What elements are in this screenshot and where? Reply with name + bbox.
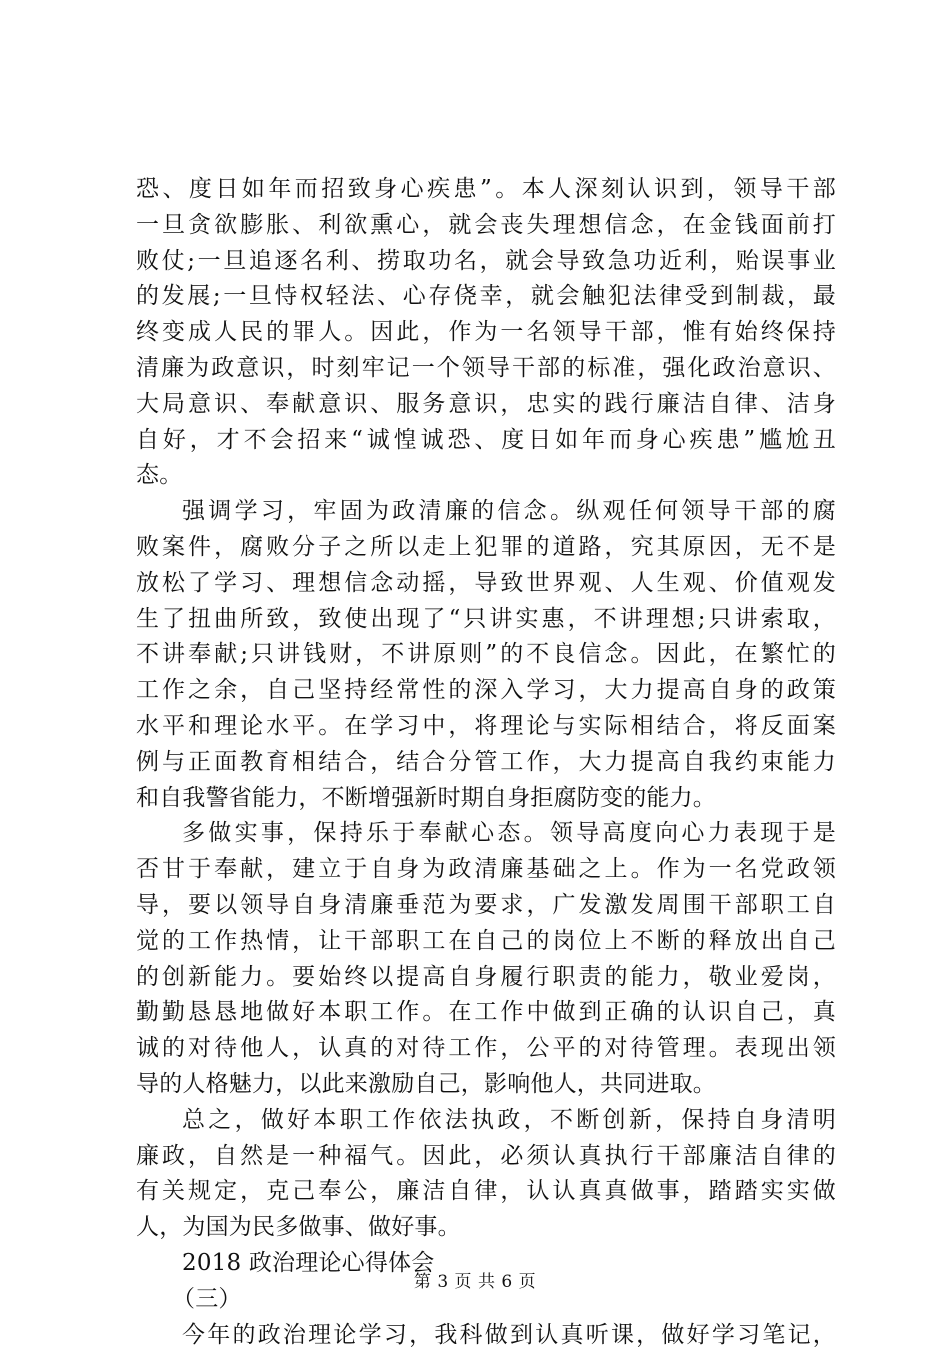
text-line: 一旦贪欲膨胀、利欲熏心，就会丧失理想信念，在金钱面前打 <box>136 208 836 244</box>
text-line: 自好，才不会招来“诚惶诚恐、度日如年而身心疾患”尴尬丑 <box>136 423 836 459</box>
text-line: 生了扭曲所致，致使出现了“只讲实惠，不讲理想;只讲索取， <box>136 602 836 638</box>
paragraph-start-line: 总之，做好本职工作依法执政，不断创新，保持自身清明 <box>136 1103 836 1139</box>
document-body <box>136 172 836 1353</box>
text-line: 的创新能力。要始终以提高自身履行职责的能力，敬业爱岗， <box>136 960 836 996</box>
text-line: 败案件，腐败分子之所以走上犯罪的道路，究其原因，无不是 <box>136 530 836 566</box>
text-line: 工作之余，自己坚持经常性的深入学习，大力提高自身的政策 <box>136 673 836 709</box>
text-line: 诚的对待他人，认真的对待工作，公平的对待管理。表现出领 <box>136 1031 836 1067</box>
section-heading: 2018 政治理论心得体会 <box>136 1246 836 1282</box>
text-line: 放松了学习、理想信念动摇，导致世界观、人生观、价值观发 <box>136 566 836 602</box>
text-line: 终变成人民的罪人。因此，作为一名领导干部，惟有始终保持 <box>136 315 836 351</box>
text-line: 的发展;一旦恃权轻法、心存侥幸，就会触犯法律受到制裁，最 <box>136 279 836 315</box>
text-line: 恐、度日如年而招致身心疾患”。本人深刻认识到，领导干部 <box>136 172 836 208</box>
text-line: 清廉为政意识，时刻牢记一个领导干部的标准，强化政治意识、 <box>136 351 836 387</box>
text-line: 否甘于奉献，建立于自身为政清廉基础之上。作为一名党政领 <box>136 852 836 888</box>
text-line: 有关规定，克己奉公，廉洁自律，认认真真做事，踏踏实实做 <box>136 1174 836 1210</box>
section-number: （三） <box>136 1282 836 1318</box>
text-line: 败仗;一旦追逐名利、捞取功名，就会导致急功近利，贻误事业 <box>136 244 836 280</box>
paragraph-start-line: 今年的政治理论学习，我科做到认真听课，做好学习笔记， <box>136 1318 836 1353</box>
text-line: 不讲奉献;只讲钱财，不讲原则”的不良信念。因此，在繁忙的 <box>136 637 836 673</box>
text-line: 导的人格魅力，以此来激励自己，影响他人，共同进取。 <box>136 1067 836 1103</box>
text-line: 觉的工作热情，让干部职工在自己的岗位上不断的释放出自己 <box>136 924 836 960</box>
text-line: 水平和理论水平。在学习中，将理论与实际相结合，将反面案 <box>136 709 836 745</box>
paragraph-start-line: 多做实事，保持乐于奉献心态。领导高度向心力表现于是 <box>136 816 836 852</box>
text-line: 廉政，自然是一种福气。因此，必须认真执行干部廉洁自律的 <box>136 1139 836 1175</box>
text-line: 和自我警省能力，不断增强新时期自身拒腐防变的能力。 <box>136 781 836 817</box>
text-line: 勤勤恳恳地做好本职工作。在工作中做到正确的认识自己，真 <box>136 995 836 1031</box>
text-line: 态。 <box>136 458 836 494</box>
text-line: 例与正面教育相结合，结合分管工作，大力提高自我约束能力 <box>136 745 836 781</box>
text-line: 人，为国为民多做事、做好事。 <box>136 1210 836 1246</box>
text-line: 导，要以领导自身清廉垂范为要求，广发激发周围干部职工自 <box>136 888 836 924</box>
paragraph-start-line: 强调学习，牢固为政清廉的信念。纵观任何领导干部的腐 <box>136 494 836 530</box>
page-footer: 第 3 页 共 6 页 <box>0 1267 950 1292</box>
text-line: 大局意识、奉献意识、服务意识，忠实的践行廉洁自律、洁身 <box>136 387 836 423</box>
